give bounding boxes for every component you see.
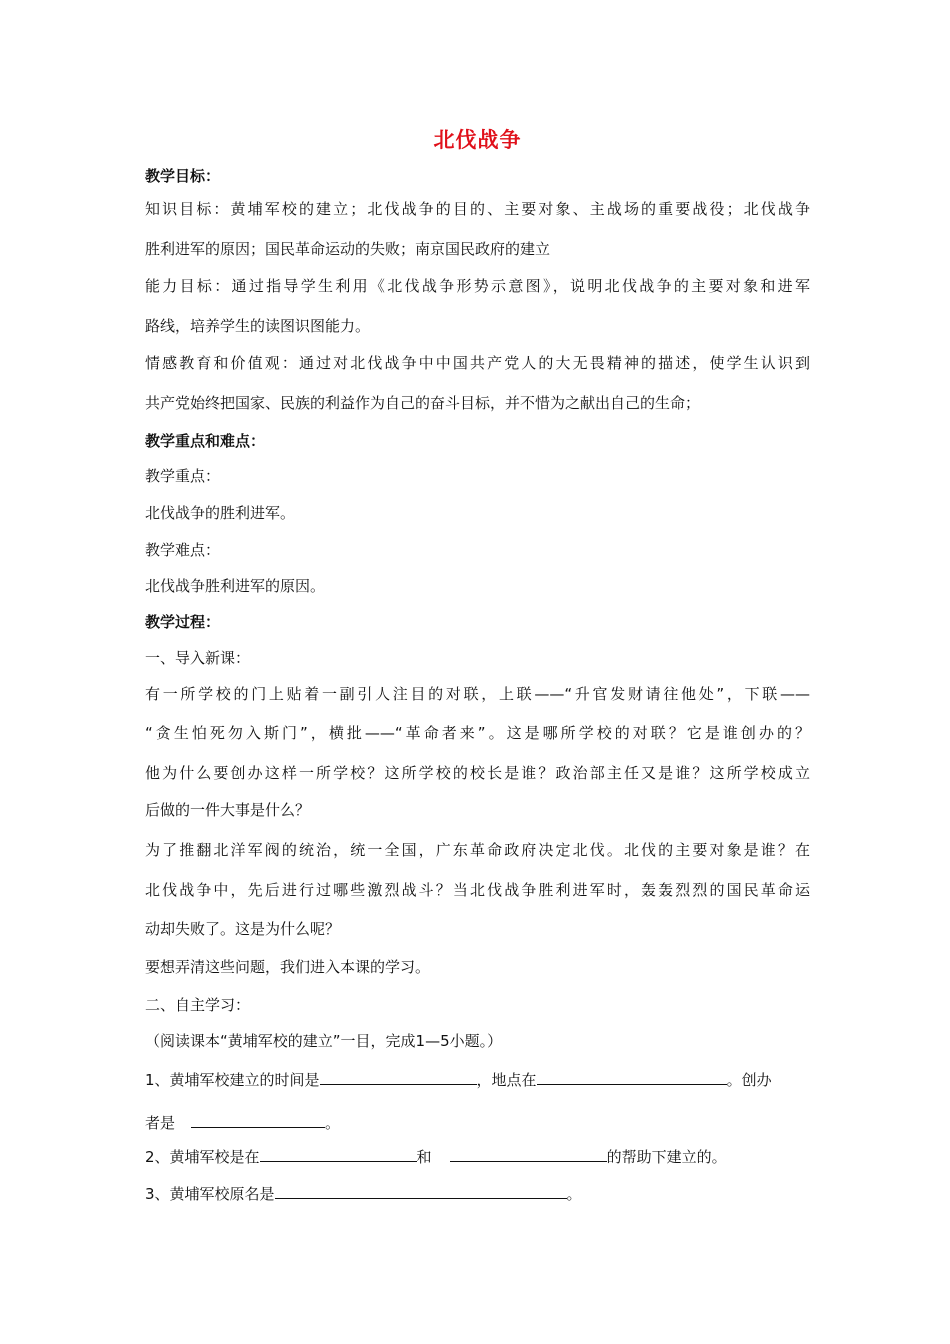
process-heading: 教学过程： <box>145 613 221 631</box>
intro-line-7: 动却失败了。这是为什么呢？ <box>145 920 341 938</box>
question-1-text-e: 。 <box>325 1114 341 1132</box>
question-3-text-a: 3、黄埔军校原名是 <box>145 1185 275 1203</box>
question-2 <box>145 1145 727 1167</box>
question-3-blank[interactable] <box>275 1182 567 1199</box>
intro-heading: 一、导入新课： <box>145 649 251 667</box>
focus-text: 北伐战争的胜利进军。 <box>145 504 296 522</box>
emotion-goal-line-1: 情感教育和价值观：通过对北伐战争中中国共产党人的大无畏精神的描述，使学生认识到 <box>145 354 810 372</box>
knowledge-goal-line-2: 胜利进军的原因；国民革命运动的失败；南京国民政府的建立 <box>145 240 551 258</box>
knowledge-goal-line-1: 知识目标：黄埔军校的建立；北伐战争的目的、主要对象、主战场的重要战役；北伐战争 <box>145 200 810 218</box>
page-title: 北伐战争 <box>433 128 522 152</box>
question-1 <box>145 1068 772 1090</box>
intro-line-1: 有一所学校的门上贴着一副引人注目的对联，上联——“升官发财请往他处”，下联—— <box>145 685 810 703</box>
key-points-heading: 教学重点和难点： <box>145 432 266 450</box>
question-1-text-a: 1、黄埔军校建立的时间是 <box>145 1071 320 1089</box>
focus-label: 教学重点： <box>145 467 221 485</box>
question-1-blank-founder[interactable] <box>191 1111 325 1128</box>
question-1-blank-place[interactable] <box>537 1068 727 1085</box>
objectives-heading: 教学目标： <box>145 167 221 185</box>
ability-goal-line-2: 路线，培养学生的读图识图能力。 <box>145 317 371 335</box>
question-2-text-b: 和 <box>416 1148 432 1166</box>
question-1-text-b: ，地点在 <box>476 1071 537 1089</box>
question-1-text-c: 。创办 <box>726 1071 772 1089</box>
intro-line-6: 北伐战争中，先后进行过哪些激烈战斗？当北伐战争胜利进军时，轰轰烈烈的国民革命运 <box>145 881 810 899</box>
question-1-text-d: 者是 <box>145 1114 176 1132</box>
self-study-note: （阅读课本“黄埔军校的建立”一目，完成1—5小题。） <box>145 1032 503 1050</box>
intro-line-5: 为了推翻北洋军阀的统治，统一全国，广东革命政府决定北伐。北伐的主要对象是谁？在 <box>145 841 810 859</box>
emotion-goal-line-2: 共产党始终把国家、民族的利益作为自己的奋斗目标，并不惜为之献出自己的生命； <box>145 394 701 412</box>
question-2-blank-2[interactable] <box>450 1145 607 1162</box>
question-2-text-a: 2、黄埔军校是在 <box>145 1148 260 1166</box>
difficulty-label: 教学难点： <box>145 541 221 559</box>
question-2-blank-1[interactable] <box>260 1145 417 1162</box>
question-2-text-c: 的帮助下建立的。 <box>606 1148 727 1166</box>
ability-goal-line-1: 能力目标：通过指导学生利用《北伐战争形势示意图》，说明北伐战争的主要对象和进军 <box>145 277 810 295</box>
intro-line-8: 要想弄清这些问题，我们进入本课的学习。 <box>145 958 431 976</box>
intro-line-4: 后做的一件大事是什么？ <box>145 801 311 819</box>
question-1-cont <box>145 1111 340 1133</box>
intro-line-3: 他为什么要创办这样一所学校？这所学校的校长是谁？政治部主任又是谁？这所学校成立 <box>145 764 810 782</box>
self-study-heading: 二、自主学习： <box>145 996 251 1014</box>
question-1-blank-time[interactable] <box>320 1068 477 1085</box>
difficulty-text: 北伐战争胜利进军的原因。 <box>145 577 326 595</box>
intro-line-2: “贪生怕死勿入斯门”，横批——“革命者来”。这是哪所学校的对联？它是谁创办的？ <box>145 724 810 742</box>
question-3-text-b: 。 <box>566 1185 582 1203</box>
question-3 <box>145 1182 582 1204</box>
